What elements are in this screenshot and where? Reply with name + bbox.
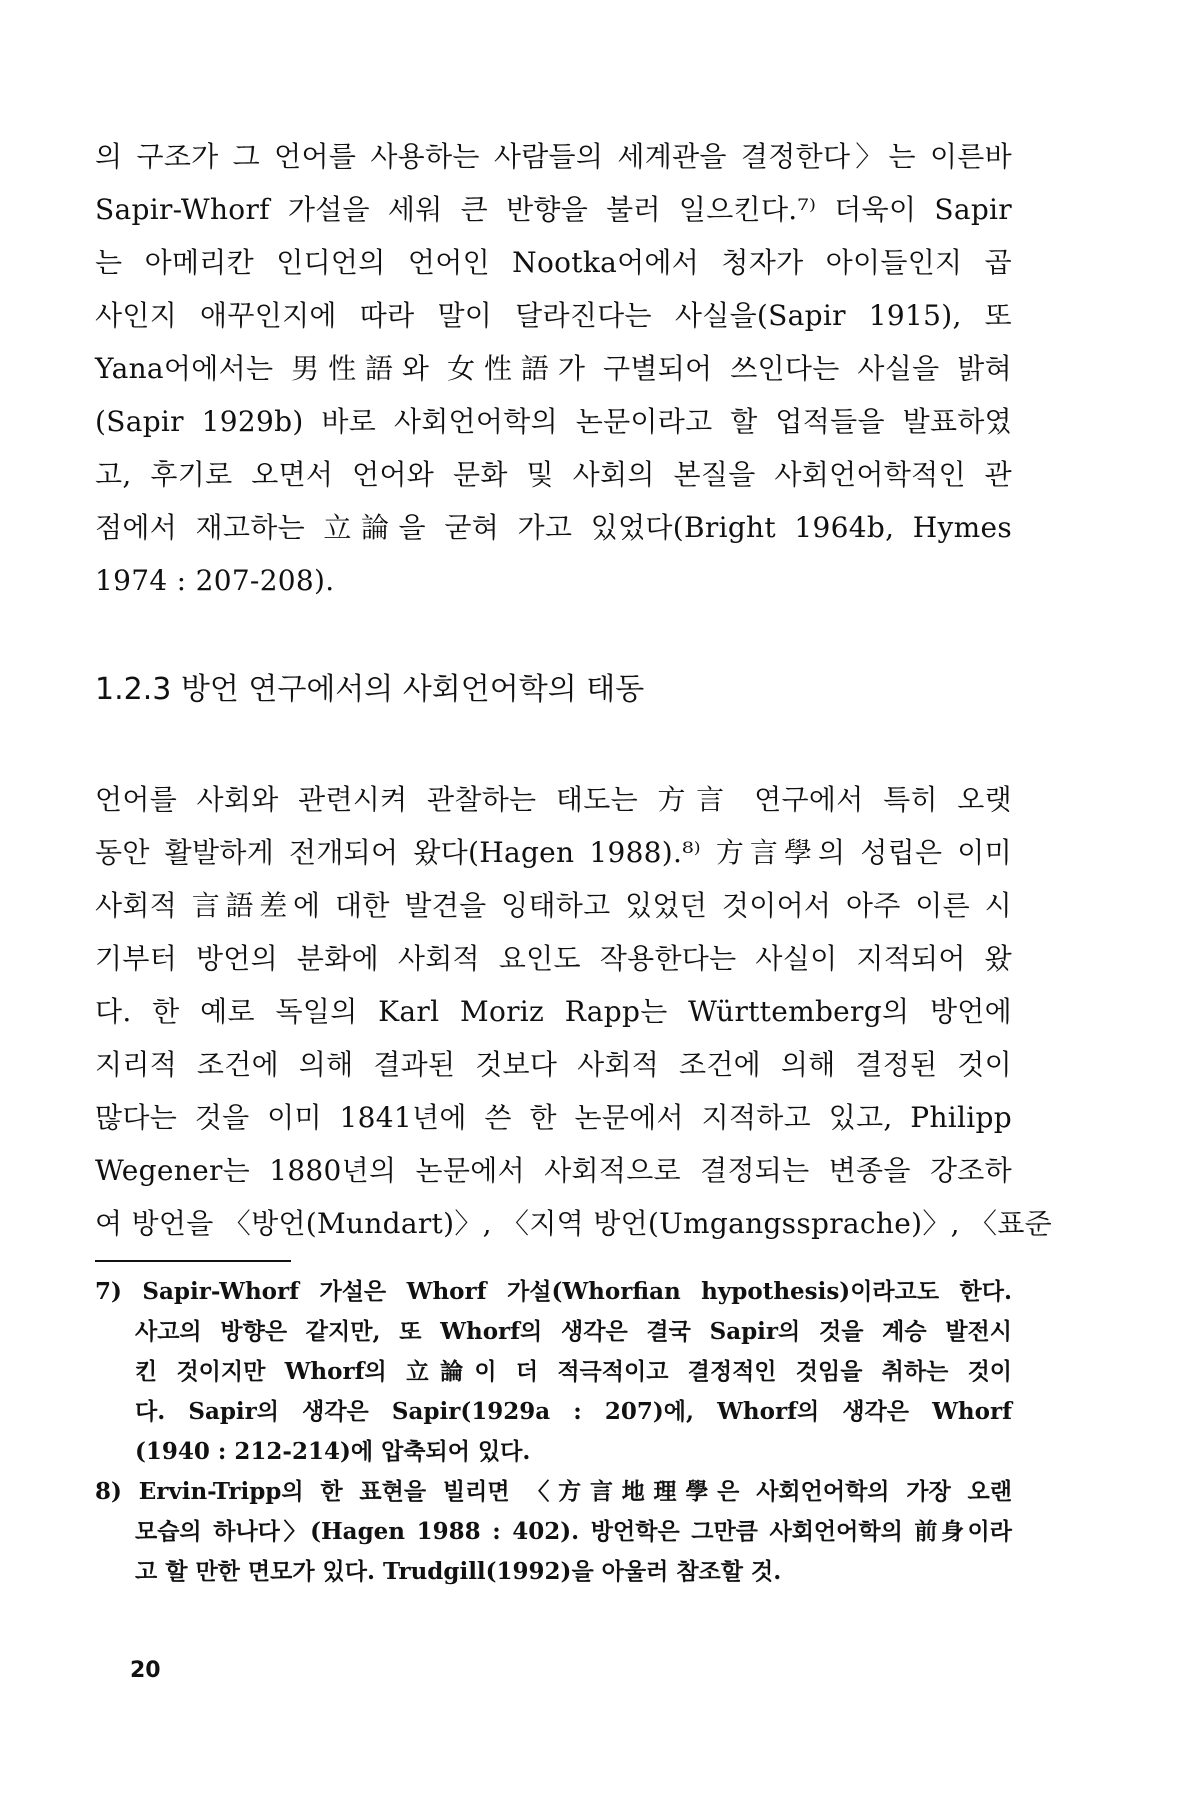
footnote-8 — [95, 1472, 1012, 1592]
text-line: 기부터 방언의 분화에 사회적 요인도 작용한다는 사실이 지적되어 왔 — [95, 942, 1012, 975]
footnote-line: 8) Ervin-Tripp의 한 표현을 빌리면 〈方言地理學은 사회언어학의 가장 오랜 — [95, 1478, 1012, 1505]
text-line: Yana어에서는 男性語와 女性語가 구별되어 쓰인다는 사실을 밝혀 — [95, 352, 1012, 385]
section-heading: 1.2.3 방언 연구에서의 사회언어학의 태동 — [95, 672, 645, 707]
text-line: 여 방언을 〈방언(Mundart)〉, 〈지역 방언(Umgangssprache)〉, 〈표준 — [95, 1207, 1053, 1240]
page-number: 20 — [130, 1658, 161, 1683]
text-line: Wegener는 1880년의 논문에서 사회적으로 결정되는 변종을 강조하 — [95, 1154, 1012, 1187]
footnote-line: (1940 : 212-214)에 압축되어 있다. — [135, 1438, 531, 1465]
text-line: 언어를 사회와 관련시켜 관찰하는 태도는 方言 연구에서 특히 오랫 — [95, 783, 1012, 816]
text-line: 는 아메리칸 인디언의 언어인 Nootka어에서 청자가 아이들인지 곱 — [95, 246, 1012, 279]
footnote-line: 사고의 방향은 같지만, 또 Whorf의 생각은 결국 Sapir의 것을 계승 발전시 — [135, 1318, 1012, 1345]
footnote-line: 모습의 하나다〉(Hagen 1988 : 402). 방언학은 그만큼 사회언어학의 前身이라 — [135, 1518, 1012, 1545]
text-line: 고, 후기로 오면서 언어와 문화 및 사회의 본질을 사회언어학적인 관 — [95, 458, 1012, 491]
text-line: 동안 활발하게 전개되어 왔다(Hagen 1988).⁸⁾ 方言學의 성립은 이미 — [95, 836, 1012, 869]
text-line: 다. 한 예로 독일의 Karl Moriz Rapp는 Württemberg의 방언에 — [95, 995, 1012, 1028]
text-line: (Sapir 1929b) 바로 사회언어학의 논문이라고 할 업적들을 발표하였 — [95, 405, 1012, 438]
text-line: 사인지 애꾸인지에 따라 말이 달라진다는 사실을(Sapir 1915), 또 — [95, 299, 1012, 332]
footnote-line: 킨 것이지만 Whorf의 立論이 더 적극적이고 결정적인 것임을 취하는 것이 — [135, 1358, 1012, 1385]
footnote-divider — [95, 1260, 291, 1262]
paragraph-dialect-research — [95, 773, 1053, 1250]
text-line: 점에서 재고하는 立論을 굳혀 가고 있었다(Bright 1964b, Hymes — [95, 511, 1012, 544]
text-line: 의 구조가 그 언어를 사용하는 사람들의 세계관을 결정한다〉는 이른바 — [95, 140, 1012, 173]
text-line: Sapir-Whorf 가설을 세워 큰 반향을 불러 일으킨다.⁷⁾ 더욱이 Sapir — [95, 193, 1012, 226]
footnote-line: 고 할 만한 면모가 있다. Trudgill(1992)을 아울러 참조할 것. — [135, 1558, 782, 1585]
text-line: 지리적 조건에 의해 결과된 것보다 사회적 조건에 의해 결정된 것이 — [95, 1048, 1012, 1081]
footnote-line: 다. Sapir의 생각은 Sapir(1929a : 207)에, Whorf의 생각은 Whorf — [135, 1398, 1012, 1425]
footnote-7 — [95, 1272, 1012, 1472]
text-line: 사회적 言語差에 대한 발견을 잉태하고 있었던 것이어서 아주 이른 시 — [95, 889, 1012, 922]
text-line: 많다는 것을 이미 1841년에 쓴 한 논문에서 지적하고 있고, Philipp — [95, 1101, 1012, 1134]
paragraph-continuation — [95, 130, 1012, 607]
footnote-line: 7) Sapir-Whorf 가설은 Whorf 가설(Whorfian hypothesis)이라고도 한다. — [95, 1278, 1012, 1305]
page-body — [95, 130, 1053, 1592]
text-line: 1974 : 207-208). — [95, 564, 335, 597]
